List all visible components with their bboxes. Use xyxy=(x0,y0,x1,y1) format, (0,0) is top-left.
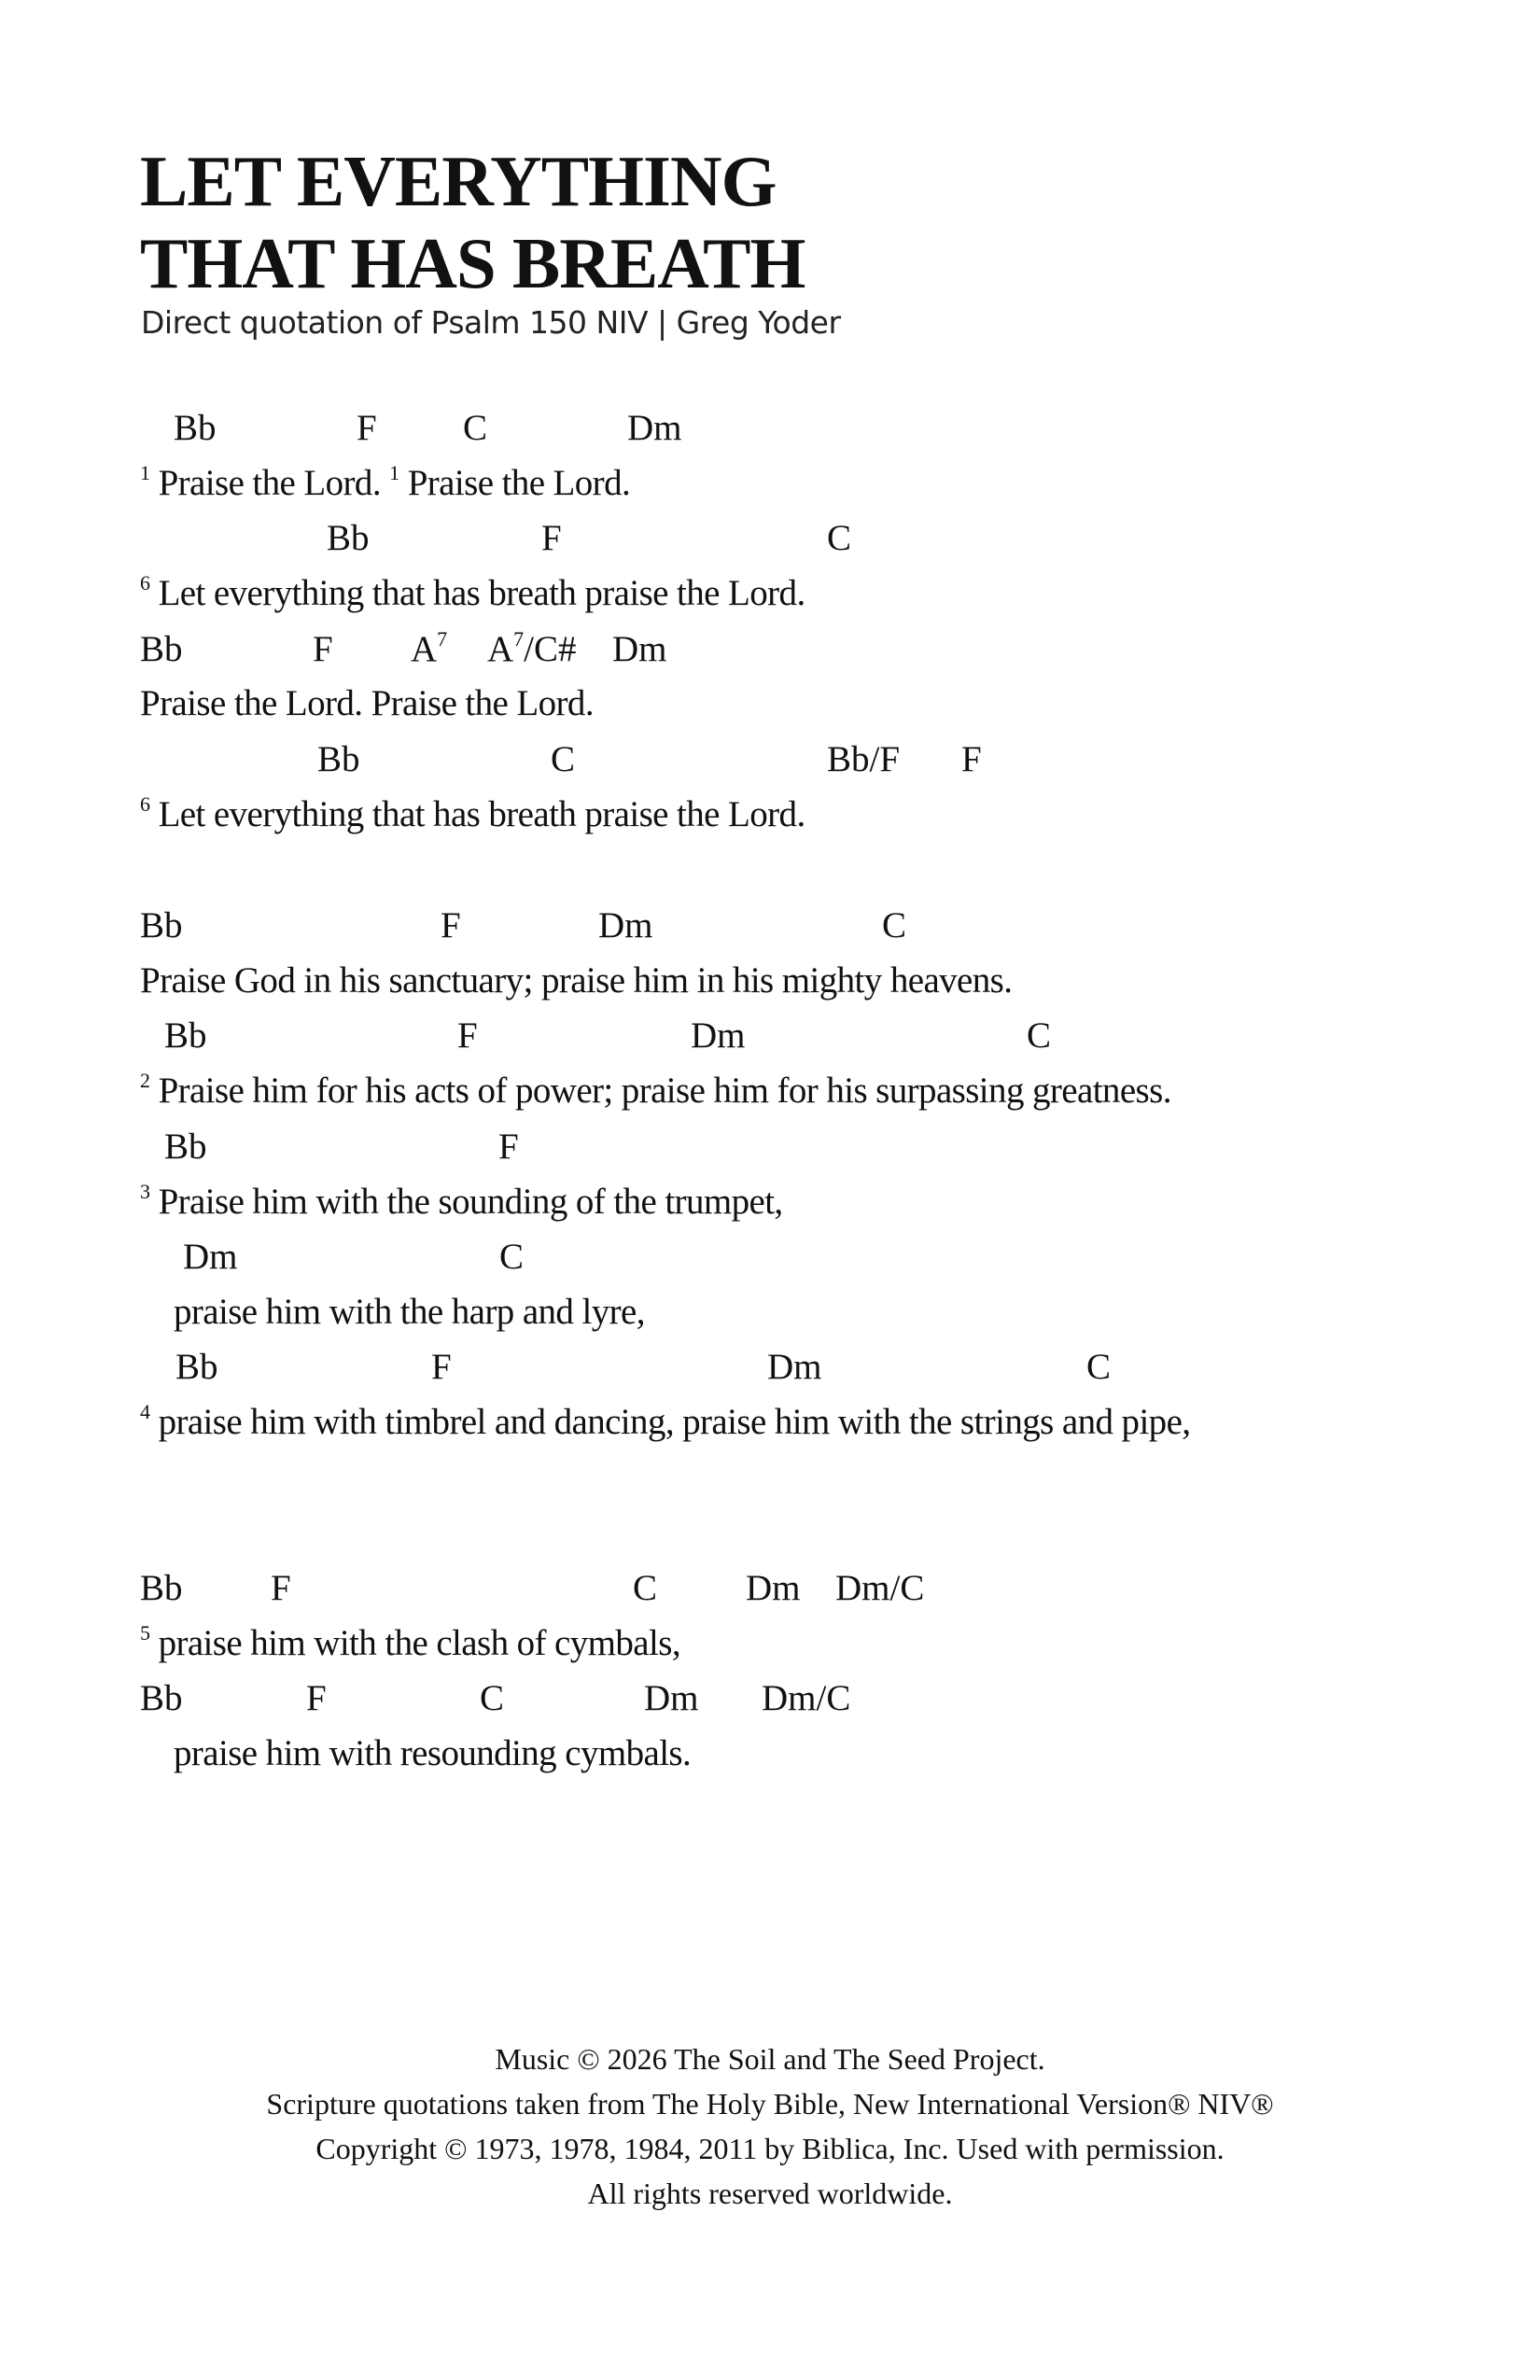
chord: Bb xyxy=(164,1127,207,1167)
verse-number: 2 xyxy=(140,1069,150,1092)
chord: C xyxy=(499,1237,525,1277)
chord xyxy=(411,629,447,670)
chord: F xyxy=(313,629,333,669)
chord-root: A xyxy=(487,629,514,669)
verse-number: 6 xyxy=(140,571,150,595)
chord: C xyxy=(463,408,488,448)
lyric-line xyxy=(140,463,630,504)
lyric-line xyxy=(140,1071,1171,1112)
chord-root: A xyxy=(411,629,438,669)
chord: C xyxy=(1027,1015,1052,1056)
lyric-text: Praise him for his acts of power; praise him for his surpassing greatness. xyxy=(158,1071,1171,1111)
chord: Dm/C xyxy=(762,1678,851,1718)
song-title-line-1: LET EVERYTHING xyxy=(140,141,777,221)
lyric-text: Praise the Lord. Praise the Lord. xyxy=(140,683,594,723)
chord: Bb xyxy=(164,1015,207,1056)
chord: Dm xyxy=(598,905,653,945)
footer-line: All rights reserved worldwide. xyxy=(587,2177,953,2210)
footer-line: Scripture quotations taken from The Holy Bible, New International Version® NIV® xyxy=(266,2087,1274,2121)
chord: F xyxy=(541,518,562,558)
lyric-line xyxy=(140,794,805,835)
lyric-text: Let everything that has breath praise the Lord. xyxy=(158,794,805,834)
chord: F xyxy=(457,1015,478,1056)
chord: Bb xyxy=(140,1678,183,1718)
lyric-text: praise him with resounding cymbals. xyxy=(174,1733,692,1773)
lyric-line xyxy=(140,1182,783,1223)
lyric-text: Praise the Lord. xyxy=(407,463,631,503)
chord: C xyxy=(882,905,907,945)
chord-extension: 7 xyxy=(513,627,525,651)
chord: Bb xyxy=(317,739,360,779)
chord: C xyxy=(551,739,576,779)
chord: Bb xyxy=(140,1568,183,1608)
chord: F xyxy=(271,1568,291,1608)
chord: Bb xyxy=(140,629,183,669)
lyric-text: praise him with the harp and lyre, xyxy=(174,1292,645,1332)
chord: F xyxy=(357,408,377,448)
verse-number: 3 xyxy=(140,1180,150,1203)
chord: Bb xyxy=(140,905,183,945)
lyric-line xyxy=(140,1402,1190,1443)
lyric-line xyxy=(140,1623,680,1664)
chord: C xyxy=(480,1678,505,1718)
lyric-line xyxy=(140,683,594,724)
chord: Dm xyxy=(612,629,667,669)
verse-number: 4 xyxy=(140,1400,150,1423)
chord: F xyxy=(441,905,461,945)
verse-number: 1 xyxy=(140,461,150,484)
chord: Bb xyxy=(174,408,217,448)
chord xyxy=(487,629,577,670)
lyric-text: Praise the Lord. xyxy=(158,463,381,503)
chord: Dm xyxy=(627,408,682,448)
lyric-text: Praise God in his sanctuary; praise him in his mighty heavens. xyxy=(140,960,1013,1001)
verse-number: 5 xyxy=(140,1621,150,1645)
chord: Bb xyxy=(327,518,370,558)
song-subtitle: Direct quotation of Psalm 150 NIV | Greg Yoder xyxy=(141,304,841,341)
lyric-text: praise him with timbrel and dancing, praise him with the strings and pipe, xyxy=(158,1402,1191,1442)
footer-line: Copyright © 1973, 1978, 1984, 2011 by Biblica, Inc. Used with permission. xyxy=(315,2132,1225,2165)
chord: C xyxy=(827,518,852,558)
verse-number: 1 xyxy=(389,461,399,484)
chord: F xyxy=(306,1678,327,1718)
chord-bass: /C# xyxy=(524,629,577,669)
lyric-line xyxy=(174,1292,645,1333)
chord: F xyxy=(961,739,982,779)
lyric-text: praise him with the clash of cymbals, xyxy=(158,1623,680,1663)
chord: Dm/C xyxy=(835,1568,925,1608)
chord-extension: 7 xyxy=(437,627,448,651)
chord: C xyxy=(1086,1347,1112,1387)
lyric-line xyxy=(140,573,805,614)
chord: Dm xyxy=(183,1237,238,1277)
song-title xyxy=(140,140,805,304)
chord: Dm xyxy=(767,1347,822,1387)
chord: C xyxy=(633,1568,658,1608)
song-title-line-2: THAT HAS BREATH xyxy=(140,223,805,303)
chord: Dm xyxy=(746,1568,801,1608)
chord: Dm xyxy=(691,1015,746,1056)
chord: Bb/F xyxy=(827,739,901,779)
lyric-line xyxy=(174,1733,691,1774)
chord: Dm xyxy=(644,1678,699,1718)
chord: F xyxy=(431,1347,452,1387)
footer-line: Music © 2026 The Soil and The Seed Project. xyxy=(495,2042,1045,2076)
lyric-line xyxy=(140,960,1012,1001)
lyric-text: Let everything that has breath praise the Lord. xyxy=(158,573,805,613)
chord: Bb xyxy=(175,1347,218,1387)
chord: F xyxy=(498,1127,519,1167)
lyric-text: Praise him with the sounding of the trumpet, xyxy=(158,1182,783,1222)
verse-number: 6 xyxy=(140,792,150,816)
copyright-footer xyxy=(0,2037,1540,2216)
